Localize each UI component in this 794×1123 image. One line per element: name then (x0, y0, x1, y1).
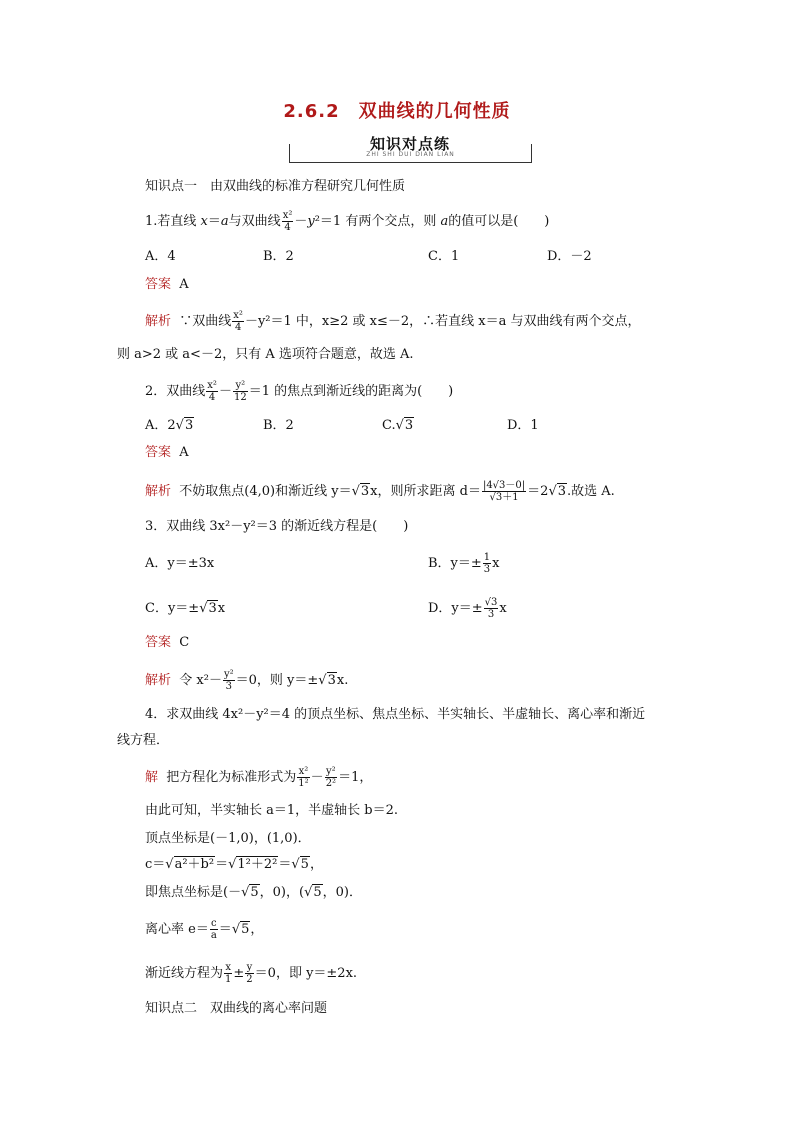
fraction: $\frac{\text{x²}}{4}$ (282, 210, 293, 233)
analysis-label: 解析 (145, 484, 172, 499)
question-3-answer (145, 634, 189, 652)
question-2-option-b: B．2 (263, 418, 294, 433)
section-heading-2: 知识点二 双曲线的离心率问题 (145, 1001, 328, 1016)
question-1-option-a: A．4 (145, 249, 176, 264)
question-3-analysis: 解析 令 x²－ $\frac{\text{y²}}{3}$ ＝0，则 y＝±√3x. (145, 669, 349, 692)
question-1-option-b: B．2 (263, 249, 294, 264)
fraction: $\frac{1}{3}$ (483, 552, 491, 575)
question-4-stem-cont: 线方程． (117, 733, 170, 748)
page-title: 2.6.2 双曲线的几何性质 (283, 101, 511, 122)
question-4-stem: 4．求双曲线 4x²－y²＝4 的顶点坐标、焦点坐标、半实轴长、半虚轴长、离心率和渐近 (145, 707, 646, 722)
banner-subtitle: ZHI SHI DUI DIAN LIAN (366, 151, 455, 158)
fraction: $\frac{\text{y²}}{12}$ (233, 380, 247, 403)
answer-label: 答案 (145, 277, 172, 292)
question-4-solution: 解 把方程化为标准形式为 $\frac{\text{x²}}{\text{1²}}$ － $\frac{\text{y²}}{\text{2²}}$ ＝1， (145, 766, 373, 789)
question-1-option-c: C．1 (428, 249, 460, 264)
answer-value: A (179, 277, 189, 292)
banner-label: 知识对点练 (355, 133, 465, 154)
question-3-stem: 3．双曲线 3x²－y²＝3 的渐近线方程是( ) (145, 519, 409, 534)
question-3-option-d: D．y＝± $\frac{√3}{3}$ x (428, 597, 507, 620)
question-3-option-b: B．y＝± $\frac{1}{3}$ x (428, 552, 500, 575)
solution-line-6: 离心率 e＝ $\frac{c}{a}$ ＝√5， (145, 918, 264, 941)
answer-label: 答案 (145, 445, 172, 460)
answer-label: 答案 (145, 635, 172, 650)
solution-line-2: 由此可知，半实轴长 a＝1，半虚轴长 b＝2. (145, 803, 399, 818)
section-heading-1: 知识点一 由双曲线的标准方程研究几何性质 (145, 179, 406, 194)
question-2-option-d: D．1 (507, 418, 539, 433)
answer-value: A (179, 445, 189, 460)
solution-line-5: 即焦点坐标是(－√5，0)，(√5，0)． (145, 885, 362, 900)
question-1-option-d: D．－2 (547, 249, 592, 264)
fraction: $\frac{\text{y²}}{3}$ (223, 669, 234, 692)
fraction: $\frac{x}{1}$ (225, 962, 232, 985)
section-banner (289, 133, 532, 163)
analysis-label: 解析 (145, 314, 172, 329)
solution-line-4: c＝√a²＋b²＝√1²＋2²＝√5， (145, 857, 323, 872)
question-1-stem: 1.若直线 x＝a与双曲线 $\frac{\text{x²}}{4}$ －y²＝1 有两个交点，则 a的值可以是( ) (145, 210, 550, 233)
question-3-option-c: C．y＝±√3x (145, 601, 226, 616)
fraction: $\frac{√3}{3}$ (484, 597, 498, 620)
fraction: $\frac{\text{x²}}{4}$ (233, 310, 243, 333)
solution-label: 解 (145, 770, 159, 785)
question-2-option-a: A．2√3 (145, 418, 194, 433)
fraction: $\frac{\text{x²}}{4}$ (207, 380, 217, 403)
solution-line-3: 顶点坐标是(－1,0)，(1,0)． (145, 831, 311, 846)
fraction: $\frac{\text{x²}}{\text{1²}}$ (298, 766, 309, 789)
question-2-analysis: 解析 不妨取焦点(4,0)和渐近线 y＝√3x，则所求距离 d＝ $\frac{|4√3-0|}{√3+1}$ ＝2√3.故选 A. (145, 480, 615, 503)
analysis-label: 解析 (145, 673, 172, 688)
solution-line-7: 渐近线方程为 $\frac{x}{1}$ ± $\frac{y}{2}$ ＝0，即 y＝±2x. (145, 962, 358, 985)
question-3-option-a: A．y＝±3x (145, 556, 215, 571)
answer-value: C (179, 635, 190, 650)
question-1-analysis: 解析 ∵双曲线 $\frac{\text{x²}}{4}$ －y²＝1 中，x≥2 或 x≤－2，∴若直线 x＝a 与双曲线有两个交点， (145, 310, 641, 333)
fraction: $\frac{y}{2}$ (246, 962, 253, 985)
fraction: $\frac{|4√3-0|}{√3+1}$ (482, 480, 526, 503)
question-2-answer (145, 444, 189, 462)
question-2-option-c: C.√3 (382, 418, 414, 433)
fraction: $\frac{c}{a}$ (210, 918, 217, 941)
fraction: $\frac{\text{y²}}{\text{2²}}$ (325, 766, 337, 789)
question-2-stem: 2．双曲线 $\frac{\text{x²}}{4}$ － $\frac{\text{y²}}{12}$ ＝1 的焦点到渐近线的距离为( ) (145, 380, 454, 403)
question-1-answer (145, 276, 189, 294)
question-1-analysis-cont: 则 a>2 或 a<－2，只有 A 选项符合题意，故选 A. (117, 347, 414, 362)
